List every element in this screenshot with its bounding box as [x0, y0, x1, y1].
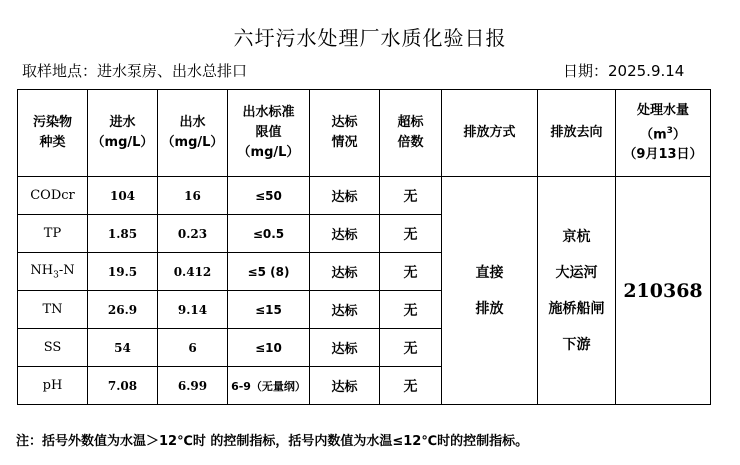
exceed-value: 无 [380, 329, 442, 367]
header-pollutant: 污染物 种类 [18, 90, 88, 177]
effluent-value: 0.412 [158, 253, 228, 291]
influent-value: 26.9 [88, 291, 158, 329]
exceed-value: 无 [380, 253, 442, 291]
effluent-value: 16 [158, 177, 228, 215]
compliance-status: 达标 [310, 291, 380, 329]
exceed-value: 无 [380, 291, 442, 329]
page-title: 六圩污水处理厂水质化验日报 [233, 26, 507, 50]
header-exceed: 超标 倍数 [380, 90, 442, 177]
header-volume: 处理水量 $(m^3)$ （9月13日） [616, 90, 711, 177]
compliance-status: 达标 [310, 215, 380, 253]
volume-value: 210368 [616, 177, 711, 405]
header-discharge-method: 排放方式 [442, 90, 538, 177]
header-discharge-to: 排放去向 [538, 90, 616, 177]
effluent-value: 6 [158, 329, 228, 367]
exceed-value: 无 [380, 177, 442, 215]
sampling-location: 取样地点：进水泵房、出水总排口 [22, 62, 248, 80]
header-row [18, 90, 711, 177]
limit-value: 6-9（无量纲） [228, 367, 310, 405]
influent-value: 54 [88, 329, 158, 367]
discharge-to-value: 京杭 大运河 施桥船闸 下游 [538, 177, 616, 405]
limit-value: ≤5 (8) [228, 253, 310, 291]
influent-value: 19.5 [88, 253, 158, 291]
report-date: 日期：2025.9.14 [563, 62, 685, 80]
effluent-value: 9.14 [158, 291, 228, 329]
limit-value: ≤10 [228, 329, 310, 367]
influent-value: 104 [88, 177, 158, 215]
pollutant-name: pH [18, 367, 88, 405]
compliance-status: 达标 [310, 253, 380, 291]
footnote: 注：括号外数值为水温＞12℃时 的控制指标，括号内数值为水温≤12℃时的控制指标。 [16, 434, 529, 449]
exceed-value: 无 [380, 367, 442, 405]
header-compliance: 达标 情况 [310, 90, 380, 177]
compliance-status: 达标 [310, 329, 380, 367]
pollutant-name: SS [18, 329, 88, 367]
compliance-status: 达标 [310, 177, 380, 215]
pollutant-name: $NH_3-N$ [18, 253, 88, 291]
influent-value: 1.85 [88, 215, 158, 253]
pollutant-name: CODcr [18, 177, 88, 215]
limit-value: ≤0.5 [228, 215, 310, 253]
influent-value: 7.08 [88, 367, 158, 405]
pollutant-name: TN [18, 291, 88, 329]
effluent-value: 6.99 [158, 367, 228, 405]
table-row [18, 177, 711, 215]
header-limit: 出水标准 限值 （mg/L） [228, 90, 310, 177]
pollutant-name: TP [18, 215, 88, 253]
effluent-value: 0.23 [158, 215, 228, 253]
discharge-method-value: 直接 排放 [442, 177, 538, 405]
header-influent: 进水 （mg/L） [88, 90, 158, 177]
limit-value: ≤15 [228, 291, 310, 329]
exceed-value: 无 [380, 215, 442, 253]
limit-value: ≤50 [228, 177, 310, 215]
compliance-status: 达标 [310, 367, 380, 405]
water-quality-table [17, 89, 711, 405]
header-effluent: 出水 （mg/L） [158, 90, 228, 177]
